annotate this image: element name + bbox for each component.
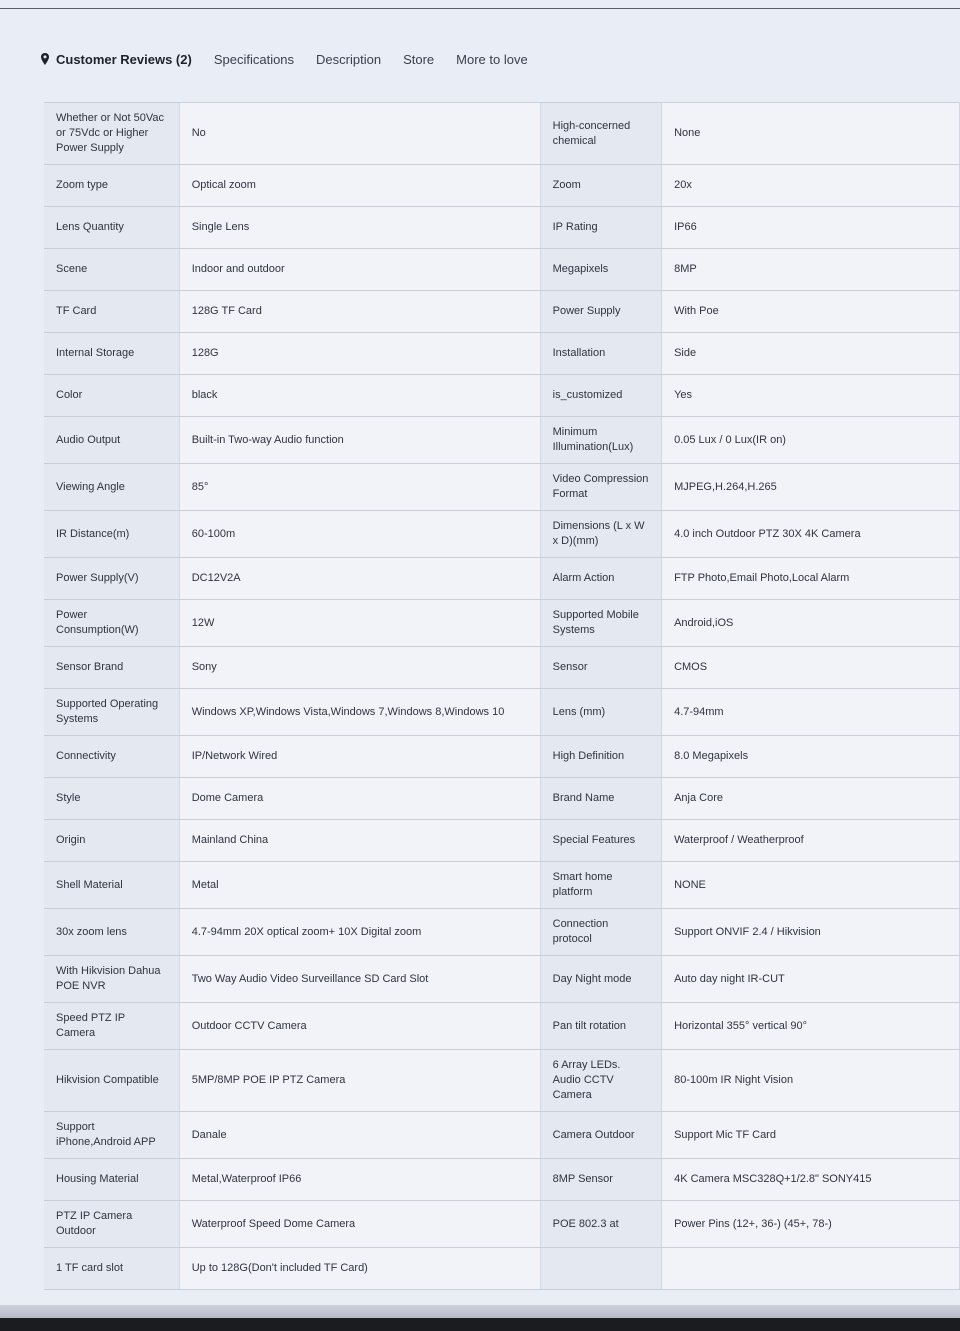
spec-value: NONE — [662, 862, 960, 909]
spec-value: MJPEG,H.264,H.265 — [662, 464, 960, 511]
spec-value: Support ONVIF 2.4 / Hikvision — [662, 909, 960, 956]
tab-label: Customer Reviews (2) — [56, 51, 192, 67]
spec-value: Optical zoom — [179, 165, 540, 207]
table-row — [44, 511, 960, 558]
spec-key: Minimum Illumination(Lux) — [540, 417, 661, 464]
spec-key: Alarm Action — [540, 558, 661, 600]
location-pin-icon — [40, 53, 50, 65]
table-row — [44, 291, 960, 333]
spec-key: Megapixels — [540, 249, 661, 291]
spec-value: 4.7-94mm 20X optical zoom+ 10X Digital zoom — [179, 909, 540, 956]
spec-value: 0.05 Lux / 0 Lux(IR on) — [662, 417, 960, 464]
spec-value: 8MP — [662, 249, 960, 291]
spec-value: Up to 128G(Don't included TF Card) — [179, 1248, 540, 1290]
spec-key: Support iPhone,Android APP — [44, 1112, 179, 1159]
spec-value: Outdoor CCTV Camera — [179, 1003, 540, 1050]
product-tabs — [40, 44, 528, 74]
spec-key: Power Supply — [540, 291, 661, 333]
spec-value: Two Way Audio Video Surveillance SD Card Slot — [179, 956, 540, 1003]
spec-key: Lens Quantity — [44, 207, 179, 249]
spec-value: 128G TF Card — [179, 291, 540, 333]
spec-value: 128G — [179, 333, 540, 375]
spec-key: Power Consumption(W) — [44, 600, 179, 647]
spec-value: Indoor and outdoor — [179, 249, 540, 291]
spec-value: Metal,Waterproof IP66 — [179, 1159, 540, 1201]
table-row — [44, 1248, 960, 1290]
spec-key: 30x zoom lens — [44, 909, 179, 956]
table-row — [44, 778, 960, 820]
table-row — [44, 600, 960, 647]
spec-key: Style — [44, 778, 179, 820]
spec-key: Zoom type — [44, 165, 179, 207]
spec-key: Sensor Brand — [44, 647, 179, 689]
table-row — [44, 165, 960, 207]
tab-customer-reviews[interactable] — [40, 52, 192, 67]
spec-key: Audio Output — [44, 417, 179, 464]
spec-value: Built-in Two-way Audio function — [179, 417, 540, 464]
spec-key: Connectivity — [44, 736, 179, 778]
spec-key: Installation — [540, 333, 661, 375]
spec-key: Supported Operating Systems — [44, 689, 179, 736]
spec-value: Horizontal 355° vertical 90° — [662, 1003, 960, 1050]
spec-value: 4K Camera MSC328Q+1/2.8" SONY415 — [662, 1159, 960, 1201]
tab-description[interactable]: Description — [316, 51, 382, 67]
table-row — [44, 956, 960, 1003]
spec-key: Speed PTZ IP Camera — [44, 1003, 179, 1050]
spec-key: High-concerned chemical — [540, 103, 661, 165]
spec-value: 80-100m IR Night Vision — [662, 1050, 960, 1112]
spec-key: Smart home platform — [540, 862, 661, 909]
spec-key: Zoom — [540, 165, 661, 207]
spec-key — [540, 1248, 661, 1290]
spec-key: IP Rating — [540, 207, 661, 249]
spec-value — [662, 1248, 960, 1290]
spec-value: Single Lens — [179, 207, 540, 249]
table-row — [44, 820, 960, 862]
spec-key: Hikvision Compatible — [44, 1050, 179, 1112]
spec-key: Color — [44, 375, 179, 417]
spec-key: Special Features — [540, 820, 661, 862]
table-row — [44, 207, 960, 249]
spec-key: Day Night mode — [540, 956, 661, 1003]
spec-value: Android,iOS — [662, 600, 960, 647]
spec-value: Side — [662, 333, 960, 375]
spec-value: Anja Core — [662, 778, 960, 820]
table-row — [44, 647, 960, 689]
spec-key: Supported Mobile Systems — [540, 600, 661, 647]
table-row — [44, 249, 960, 291]
spec-key: Brand Name — [540, 778, 661, 820]
spec-value: 4.0 inch Outdoor PTZ 30X 4K Camera — [662, 511, 960, 558]
table-row — [44, 333, 960, 375]
table-row — [44, 375, 960, 417]
spec-value: 5MP/8MP POE IP PTZ Camera — [179, 1050, 540, 1112]
spec-key: Dimensions (L x W x D)(mm) — [540, 511, 661, 558]
table-row — [44, 1201, 960, 1248]
spec-value: Metal — [179, 862, 540, 909]
spec-value: With Poe — [662, 291, 960, 333]
spec-key: POE 802.3 at — [540, 1201, 661, 1248]
tab-specifications[interactable]: Specifications — [213, 51, 295, 67]
spec-value: No — [179, 103, 540, 165]
tab-more-to-love[interactable]: More to love — [456, 51, 528, 67]
top-divider — [0, 8, 960, 9]
spec-value: Waterproof / Weatherproof — [662, 820, 960, 862]
spec-key: Whether or Not 50Vac or 75Vdc or Higher Power Supply — [44, 103, 179, 165]
spec-value: 20x — [662, 165, 960, 207]
spec-value: Waterproof Speed Dome Camera — [179, 1201, 540, 1248]
spec-key: PTZ IP Camera Outdoor — [44, 1201, 179, 1248]
spec-value: 8.0 Megapixels — [662, 736, 960, 778]
spec-key: IR Distance(m) — [44, 511, 179, 558]
spec-value: Yes — [662, 375, 960, 417]
spec-value: Sony — [179, 647, 540, 689]
spec-value: IP66 — [662, 207, 960, 249]
spec-value: Support Mic TF Card — [662, 1112, 960, 1159]
spec-key: Origin — [44, 820, 179, 862]
spec-key: Shell Material — [44, 862, 179, 909]
spec-value: Dome Camera — [179, 778, 540, 820]
spec-key: Housing Material — [44, 1159, 179, 1201]
spec-key: Lens (mm) — [540, 689, 661, 736]
spec-value: Power Pins (12+, 36-) (45+, 78-) — [662, 1201, 960, 1248]
table-row — [44, 103, 960, 165]
spec-key: Viewing Angle — [44, 464, 179, 511]
spec-value: 60-100m — [179, 511, 540, 558]
spec-key: Power Supply(V) — [44, 558, 179, 600]
spec-value: Windows XP,Windows Vista,Windows 7,Windows 8,Windows 10 — [179, 689, 540, 736]
table-row — [44, 1050, 960, 1112]
spec-value: 4.7-94mm — [662, 689, 960, 736]
spec-key: 8MP Sensor — [540, 1159, 661, 1201]
spec-value: DC12V2A — [179, 558, 540, 600]
monitor-bezel — [0, 1318, 960, 1331]
spec-key: Scene — [44, 249, 179, 291]
spec-key: 6 Array LEDs. Audio CCTV Camera — [540, 1050, 661, 1112]
spec-key: is_customized — [540, 375, 661, 417]
spec-value: 12W — [179, 600, 540, 647]
spec-key: 1 TF card slot — [44, 1248, 179, 1290]
spec-value: Auto day night IR-CUT — [662, 956, 960, 1003]
table-row — [44, 1003, 960, 1050]
table-row — [44, 1112, 960, 1159]
spec-value: FTP Photo,Email Photo,Local Alarm — [662, 558, 960, 600]
table-row — [44, 909, 960, 956]
spec-key: Connection protocol — [540, 909, 661, 956]
table-row — [44, 736, 960, 778]
spec-value: black — [179, 375, 540, 417]
spec-key: With Hikvision Dahua POE NVR — [44, 956, 179, 1003]
tab-store[interactable]: Store — [403, 51, 435, 67]
spec-value: IP/Network Wired — [179, 736, 540, 778]
spec-key: High Definition — [540, 736, 661, 778]
table-row — [44, 862, 960, 909]
spec-key: TF Card — [44, 291, 179, 333]
specifications-table — [44, 102, 960, 1290]
table-row — [44, 558, 960, 600]
spec-value: None — [662, 103, 960, 165]
spec-value: Danale — [179, 1112, 540, 1159]
spec-value: Mainland China — [179, 820, 540, 862]
spec-value: CMOS — [662, 647, 960, 689]
spec-key: Internal Storage — [44, 333, 179, 375]
table-row — [44, 464, 960, 511]
table-row — [44, 1159, 960, 1201]
spec-key: Video Compression Format — [540, 464, 661, 511]
table-row — [44, 689, 960, 736]
spec-value: 85° — [179, 464, 540, 511]
spec-key: Sensor — [540, 647, 661, 689]
spec-key: Pan tilt rotation — [540, 1003, 661, 1050]
spec-key: Camera Outdoor — [540, 1112, 661, 1159]
table-row — [44, 417, 960, 464]
